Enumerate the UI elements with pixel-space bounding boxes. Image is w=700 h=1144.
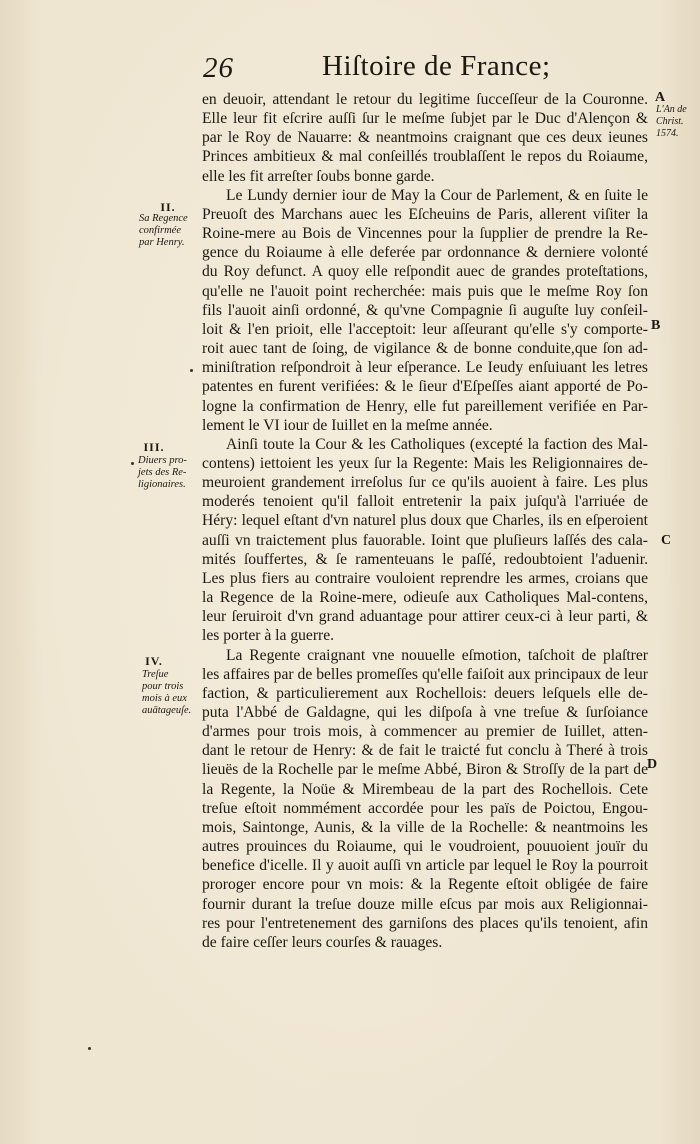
text-line: Héry: lequel eſtant d'vn naturel plus doux que Charles, ils en eſperoient <box>202 512 648 530</box>
text-line: mités ſouffertes, & ſe ramenteuans le paſſé, redoubtoient l'aduenir. <box>202 550 648 568</box>
text-line: logne la confirmation de Henry, elle fut pareillement verifiée en Par- <box>202 397 648 415</box>
text-line: lieuës de la Rochelle par le meſme Abbé, Biron & Stroſſy de la part de <box>202 761 648 779</box>
main-text <box>202 90 648 952</box>
text-line: loit & l'en prioit, elle l'acceptoit: leur aſſeurant qu'elle s'y comporte- <box>202 320 648 338</box>
margin-letter-a: A <box>655 90 666 105</box>
text-line: d'armes pour trois mois, à commencer au premier de Iuillet, atten- <box>202 723 648 741</box>
text-line: leur ſeruiroit d'vn grand aduantage pour attirer ceux-ci à leur parti, & <box>202 608 648 626</box>
section-number-iv: IV. <box>145 654 163 668</box>
margin-note-line: Diuers pro- <box>138 455 187 466</box>
margin-note-line: jets des Re- <box>138 467 187 478</box>
text-line: fils l'auoit ainſi ordonné, & qu'vne Compagnie ſi auguſte luy conſeil- <box>202 301 648 319</box>
section-number-iii: III. <box>143 440 165 454</box>
year-note <box>656 104 698 140</box>
text-line: benefice d'icelle. Il y auoit auſſi vn article par lequel le Roy la pourroit <box>202 857 648 875</box>
text-line: proroger encore pour vn mois: & la Regente eſtoit obligée de faire <box>202 876 648 894</box>
margin-note-line: Sa Regence <box>139 213 188 224</box>
text-line: la Regente, la Noüe & Mirembeau de la part des Rochellois. Cete <box>202 780 648 798</box>
text-line: elle les fit arreſter ſoubs bonne garde. <box>202 167 435 185</box>
margin-letter-d: D <box>647 757 658 772</box>
text-line: Ainſi toute la Cour & les Catholiques (excepté la faction des Mal- <box>226 435 648 453</box>
text-line: Roine-mere au Bois de Vincennes pour la ſupplier de prendre la Re- <box>202 225 648 243</box>
text-line: contens) iettoient les yeux ſur la Regente: Mais les Religionnaires de- <box>202 454 648 472</box>
text-line: en deuoir, attendant le retour du legitime ſucceſſeur de la Couronne. <box>202 91 648 108</box>
margin-letter-b: B <box>651 318 661 333</box>
text-line: du Roy defunct. A quoy elle reſpondit auec de grandes proteſtations, <box>202 263 648 281</box>
text-line: Le Lundy dernier iour de May la Cour de Parlement, & en ſuite le <box>226 186 648 204</box>
running-title: Hiſtoire de France; <box>322 50 551 82</box>
margin-note-line: mois à eux <box>142 693 187 704</box>
text-line: puta l'Abbé de Galdagne, qui les diſpoſa à vne treſue & ſurſoiance <box>202 704 648 721</box>
margin-mark <box>88 1047 91 1050</box>
section-number-ii: II. <box>160 200 176 214</box>
page-number: 26 <box>203 52 234 84</box>
text-line: miniſtration reſpondroit à leur eſperance. Le Ieudy enſuiuant les letres <box>202 359 648 377</box>
margin-note-iii <box>138 455 200 491</box>
text-line: la Regence de la Roine-mere, odieuſe aux Catholiques Mal-contens, <box>202 589 648 607</box>
text-line: Preuoſt des Marchans auec les Eſcheuins de Paris, allerent viſiter la <box>202 205 648 223</box>
year-note-line: 1574. <box>656 128 679 139</box>
text-line: Princes ambitieux & mal conſeillés troublaſſent le repos du Roiaume, <box>202 148 648 166</box>
text-line: faction, & particulierement aux Rochellois: deuers leſquels elle de- <box>202 684 648 702</box>
text-line: auſſi vn traictement plus fauorable. Ioint que pluſieurs laſſés des cala- <box>202 531 648 549</box>
text-line: lement le VI iour de Iuillet en la meſme année. <box>202 416 493 434</box>
margin-note-line: ligionaires. <box>138 479 186 490</box>
margin-note-iv <box>142 669 204 717</box>
margin-mark <box>190 369 193 372</box>
margin-note-line: par Henry. <box>139 237 185 248</box>
margin-note-line: pour trois <box>142 681 184 692</box>
text-line: patentes en furent verifiées: & le ſieur d'Eſpeſſes aiant apporté de Po- <box>202 378 648 396</box>
text-line: mois, Saintonge, Aunis, & la ville de la Rochelle: & neantmoins les <box>202 818 648 836</box>
text-line: autres prouinces du Roiaume, qui le voudroient, pouuoient jouïr du <box>202 838 648 856</box>
margin-mark <box>131 462 134 465</box>
text-line: gence du Roiaume à elle deferée par ordonnance & derniere volonté <box>202 244 648 262</box>
text-line: moderés tenoient qu'il falloit entretenir la paix juſqu'à l'arriuée de <box>202 493 648 511</box>
text-line: res pour l'entretenement des garniſons des places qu'ils tenoient, afin <box>202 914 648 932</box>
text-line: roit auec tant de ſoing, de vigilance & de bonne conduite,que ſon ad- <box>202 340 648 358</box>
year-note-line: L'An de <box>656 104 687 115</box>
margin-letter-c: C <box>661 533 672 548</box>
margin-note-line: Treſue <box>142 669 169 680</box>
text-line: treſue eſtoit nommément accordée pour les païs de Poictou, Engou- <box>202 799 648 817</box>
margin-note-line: auātageuſe. <box>142 705 192 716</box>
margin-note-line: confirmée <box>139 225 181 236</box>
text-line: qu'elle ne l'auoit point recherchée: mais puis que le meſme Roy ſon <box>202 282 648 300</box>
margin-note-ii <box>139 213 201 249</box>
text-line: fournir durant la treſue douze mille eſcus par mois aux Religionnai- <box>202 895 648 913</box>
text-line: les porter à la guerre. <box>202 627 335 645</box>
text-line: meuroient grandement irreſolus ſur ce qu'ils auoient à faire. Les plus <box>202 474 648 492</box>
text-line: les affaires par de belles promeſſes qu'elle faiſoit aux principaux de leur <box>202 665 648 683</box>
text-line: de faire ceſſer leurs courſes & rauages. <box>202 933 443 951</box>
text-line: par le Roy de Nauarre: & neantmoins craignant que ces deux ieunes <box>202 129 648 147</box>
year-note-line: Christ. <box>656 116 684 127</box>
text-line: dant le retour de Henry: & de fait le traicté fut conclu à Theré à trois <box>202 742 648 760</box>
text-line: Elle leur fit eſcrire auſſi ſur le meſme ſubjet par le Duc d'Alençon & <box>202 110 648 128</box>
text-line: Les plus fiers au contraire vouloient reprendre les armes, croians que <box>202 569 648 587</box>
text-line: La Regente craignant vne nouuelle eſmotion, taſchoit de plaſtrer <box>226 646 648 664</box>
